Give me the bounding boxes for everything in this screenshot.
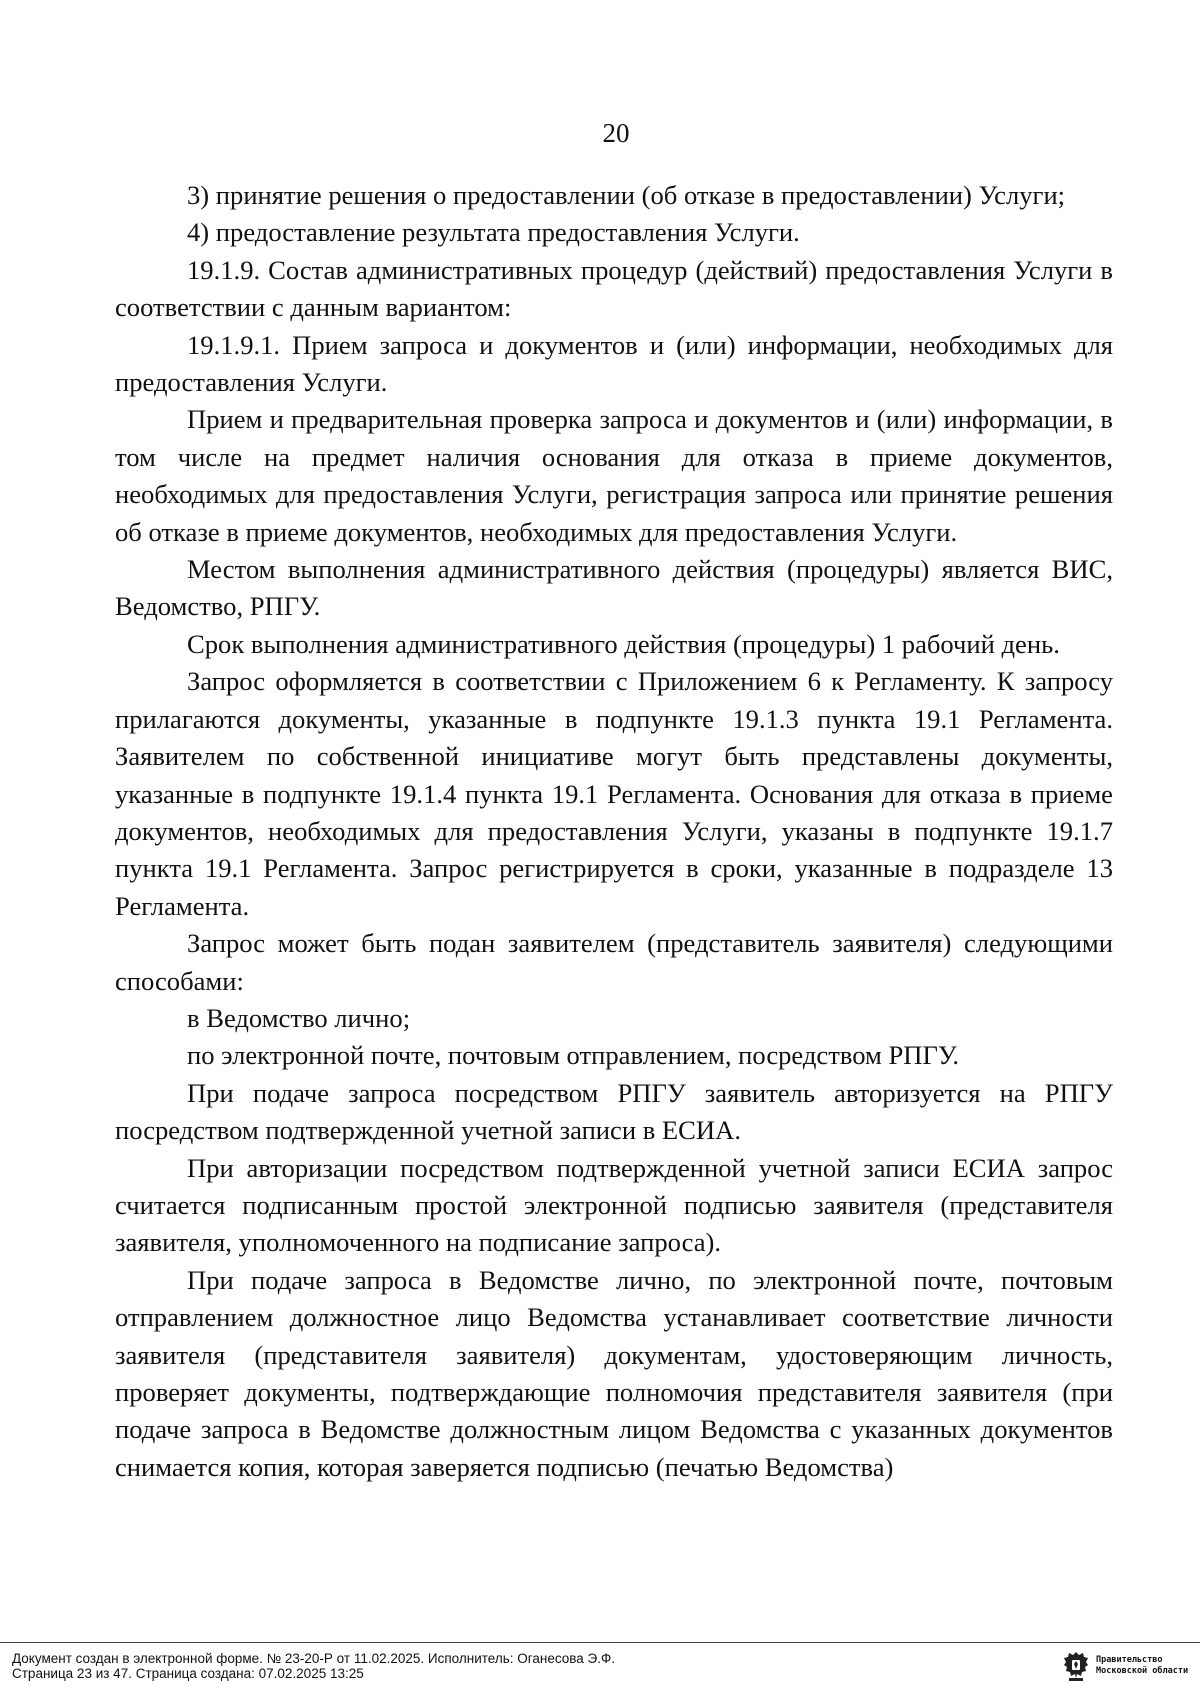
- document-body: [115, 177, 1113, 1486]
- paragraph: 4) предоставление результата предоставления Услуги.: [187, 217, 800, 248]
- paragraph: Запрос может быть подан заявителем (представитель заявителя) следующими способами:: [115, 928, 1113, 996]
- paragraph: Срок выполнения административного действия (процедуры) 1 рабочий день.: [187, 628, 1060, 659]
- org-name: Правительство Московской области: [1096, 1655, 1189, 1676]
- footer-divider: [0, 1642, 1200, 1643]
- footer-page-info: Страница 23 из 47. Страница создана: 07.02.2025 13:25: [12, 1666, 364, 1681]
- paragraph: 19.1.9. Состав административных процедур (действий) предоставления Услуги в соответствии с данным вариантом:: [115, 254, 1113, 323]
- paragraph: Местом выполнения административного действия (процедуры) является ВИС, Ведомство, РПГУ.: [115, 554, 1113, 622]
- paragraph: 19.1.9.1. Прием запроса и документов и (или) информации, необходимых для предоставления Услуги.: [115, 329, 1113, 398]
- paragraph: Запрос оформляется в соответствии с Приложением 6 к Регламенту. К запросу прилагаются документы, указанные в подпункте 19.1.3 пункта 19.1 Регламента. Заявителем по собственной инициативе могут быть представлены документы, указанные в подпункте 19.1.4 пункта 19.1 Регламента. Основания для отказа в приеме документов, необходимых для предоставления Услуги, указаны в подпункте 19.1.7 пункта 19.1 Регламента. Запрос регистрируется в сроки, указанные в подразделе 13 Регламента.: [115, 666, 1113, 921]
- coat-of-arms-icon: [1063, 1651, 1089, 1683]
- paragraph: Прием и предварительная проверка запроса и документов и (или) информации, в том числе на предмет наличия основания для отказа в приеме документов, необходимых для предоставления Услуги, регистрация запроса или принятие решения об отказе в приеме документов, необходимых для предоставления Услуги.: [115, 404, 1113, 547]
- paragraph: в Ведомство лично;: [187, 1002, 411, 1033]
- paragraph: по электронной почте, почтовым отправлением, посредством РПГУ.: [187, 1040, 959, 1071]
- footer-document-info: Документ создан в электронной форме. № 23-20-Р от 11.02.2025. Исполнитель: Оганесова Э.Ф.: [12, 1651, 615, 1666]
- paragraph: При подаче запроса в Ведомстве лично, по электронной почте, почтовым отправлением должностное лицо Ведомства устанавливает соответствие личности заявителя (представителя заявителя) документам, удостоверяющим личность, проверяет документы, подтверждающие полномочия представителя заявителя (при подаче запроса в Ведомстве должностным лицом Ведомства с указанных документов снимается копия, которая заверяется подписью (печатью Ведомства): [115, 1264, 1113, 1482]
- page-number: 20: [602, 118, 630, 148]
- paragraph: При авторизации посредством подтвержденной учетной записи ЕСИА запрос считается подписанным простой электронной подписью заявителя (представителя заявителя, уполномоченного на подписание запроса).: [115, 1152, 1113, 1258]
- footer-info: [12, 1651, 1012, 1681]
- government-logo: [1063, 1651, 1193, 1685]
- paragraph: При подаче запроса посредством РПГУ заявитель авторизуется на РПГУ посредством подтвержденной учетной записи в ЕСИА.: [115, 1077, 1113, 1146]
- paragraph: 3) принятие решения о предоставлении (об отказе в предоставлении) Услуги;: [187, 180, 1066, 210]
